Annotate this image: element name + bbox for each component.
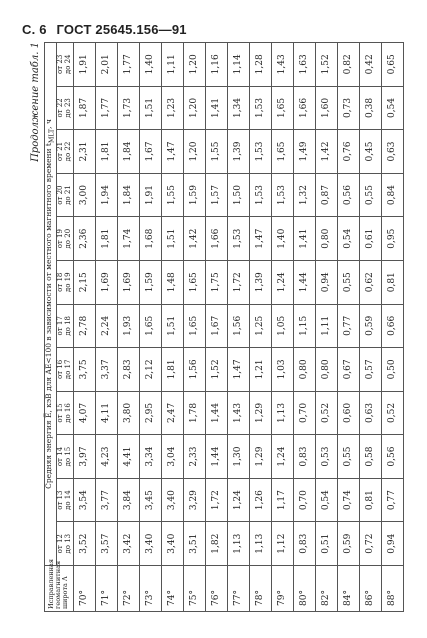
value-cell: 1,72 bbox=[205, 478, 227, 522]
value-cell: 1,29 bbox=[249, 391, 271, 435]
column-header-from: от 18 bbox=[56, 272, 65, 292]
value-cell: 0,45 bbox=[359, 130, 381, 174]
value-cell: 0,56 bbox=[337, 173, 359, 217]
column-header-to: до 14 bbox=[64, 490, 73, 510]
value-cell: 3,40 bbox=[161, 478, 183, 522]
column-header-from: от 15 bbox=[56, 403, 65, 423]
value-cell: 1,84 bbox=[117, 130, 139, 174]
column-header-from: от 17 bbox=[56, 316, 65, 336]
value-cell: 4,07 bbox=[73, 391, 95, 435]
value-cell: 1,65 bbox=[183, 304, 205, 348]
latitude-cell: 71° bbox=[95, 566, 117, 612]
value-cell: 1,13 bbox=[271, 391, 293, 435]
value-cell: 1,77 bbox=[117, 43, 139, 87]
value-cell: 0,53 bbox=[315, 435, 337, 479]
value-cell: 1,47 bbox=[161, 130, 183, 174]
column-header-to: до 18 bbox=[64, 315, 73, 336]
span-header-subscript: MLT bbox=[48, 128, 56, 144]
value-cell: 1,53 bbox=[249, 130, 271, 174]
corner-header: Исправленная геомагнитная широта Λ bbox=[45, 566, 74, 612]
span-header-unit: , ч bbox=[44, 119, 53, 129]
latitude-cell: 72° bbox=[117, 566, 139, 612]
value-cell: 1,47 bbox=[227, 348, 249, 392]
value-cell: 1,82 bbox=[205, 522, 227, 566]
value-cell: 1,51 bbox=[139, 86, 161, 130]
column-header-from: от 20 bbox=[56, 185, 65, 205]
value-cell: 0,58 bbox=[359, 435, 381, 479]
value-cell: 2,15 bbox=[73, 260, 95, 304]
value-cell: 3,80 bbox=[117, 391, 139, 435]
value-cell: 0,67 bbox=[337, 348, 359, 392]
value-cell: 3,40 bbox=[161, 522, 183, 566]
table-row bbox=[73, 43, 95, 612]
value-cell: 2,01 bbox=[95, 43, 117, 87]
value-cell: 1,30 bbox=[227, 435, 249, 479]
value-cell: 0,80 bbox=[315, 217, 337, 261]
value-cell: 0,62 bbox=[359, 260, 381, 304]
value-cell: 1,23 bbox=[161, 86, 183, 130]
value-cell: 1,75 bbox=[205, 260, 227, 304]
value-cell: 1,41 bbox=[293, 217, 315, 261]
energy-table bbox=[44, 42, 404, 612]
value-cell: 0,56 bbox=[381, 435, 403, 479]
latitude-cell: 77° bbox=[227, 566, 249, 612]
value-cell: 1,81 bbox=[95, 217, 117, 261]
table-row bbox=[183, 43, 205, 612]
column-header bbox=[57, 86, 73, 130]
value-cell: 0,63 bbox=[359, 391, 381, 435]
latitude-cell: 78° bbox=[249, 566, 271, 612]
value-cell: 0,77 bbox=[337, 304, 359, 348]
value-cell: 1,55 bbox=[161, 173, 183, 217]
standard-code: ГОСТ 25645.156—91 bbox=[56, 22, 187, 37]
value-cell: 0,55 bbox=[337, 435, 359, 479]
value-cell: 1,52 bbox=[205, 348, 227, 392]
value-cell: 1,53 bbox=[271, 173, 293, 217]
value-cell: 1,17 bbox=[271, 478, 293, 522]
value-cell: 1,20 bbox=[183, 130, 205, 174]
value-cell: 1,20 bbox=[183, 86, 205, 130]
latitude-cell: 82° bbox=[315, 566, 337, 612]
value-cell: 3,51 bbox=[183, 522, 205, 566]
column-header-row bbox=[57, 43, 73, 612]
value-cell: 1,59 bbox=[183, 173, 205, 217]
value-cell: 1,67 bbox=[139, 130, 161, 174]
value-cell: 0,81 bbox=[381, 260, 403, 304]
value-cell: 1,63 bbox=[293, 43, 315, 87]
value-cell: 1,74 bbox=[117, 217, 139, 261]
value-cell: 1,91 bbox=[73, 43, 95, 87]
value-cell: 1,68 bbox=[139, 217, 161, 261]
value-cell: 1,56 bbox=[183, 348, 205, 392]
column-header-from: от 14 bbox=[56, 446, 65, 467]
column-header-to: до 16 bbox=[64, 403, 73, 423]
value-cell: 0,57 bbox=[359, 348, 381, 392]
value-cell: 1,05 bbox=[271, 304, 293, 348]
value-cell: 0,52 bbox=[315, 391, 337, 435]
continuation-label: Продолжение табл. 1 bbox=[30, 42, 41, 162]
column-header bbox=[57, 43, 73, 87]
value-cell: 0,72 bbox=[359, 522, 381, 566]
value-cell: 2,33 bbox=[183, 435, 205, 479]
table-row bbox=[315, 43, 337, 612]
value-cell: 1,91 bbox=[139, 173, 161, 217]
value-cell: 1,34 bbox=[227, 86, 249, 130]
value-cell: 0,94 bbox=[381, 522, 403, 566]
value-cell: 3,40 bbox=[139, 522, 161, 566]
value-cell: 2,12 bbox=[139, 348, 161, 392]
value-cell: 1,24 bbox=[271, 435, 293, 479]
column-header-to: до 23 bbox=[64, 98, 73, 118]
value-cell: 3,57 bbox=[95, 522, 117, 566]
value-cell: 0,84 bbox=[381, 173, 403, 217]
value-cell: 1,13 bbox=[249, 522, 271, 566]
value-cell: 3,00 bbox=[73, 173, 95, 217]
value-cell: 0,83 bbox=[293, 435, 315, 479]
table-row bbox=[337, 43, 359, 612]
value-cell: 4,23 bbox=[95, 435, 117, 479]
value-cell: 1,20 bbox=[183, 43, 205, 87]
value-cell: 1,49 bbox=[293, 130, 315, 174]
column-header-to: до 20 bbox=[64, 228, 73, 249]
value-cell: 1,56 bbox=[227, 304, 249, 348]
value-cell: 1,43 bbox=[271, 43, 293, 87]
value-cell: 0,61 bbox=[359, 217, 381, 261]
value-cell: 3,84 bbox=[117, 478, 139, 522]
latitude-cell: 75° bbox=[183, 566, 205, 612]
value-cell: 1,65 bbox=[183, 260, 205, 304]
value-cell: 1,24 bbox=[227, 478, 249, 522]
table-row bbox=[205, 43, 227, 612]
value-cell: 1,67 bbox=[205, 304, 227, 348]
value-cell: 1,13 bbox=[227, 522, 249, 566]
column-header-to: до 19 bbox=[64, 272, 73, 293]
value-cell: 0,52 bbox=[381, 391, 403, 435]
value-cell: 2,78 bbox=[73, 304, 95, 348]
value-cell: 2,36 bbox=[73, 217, 95, 261]
table-row bbox=[117, 43, 139, 612]
column-header-from: от 13 bbox=[56, 490, 65, 510]
value-cell: 1,39 bbox=[227, 130, 249, 174]
value-cell: 1,44 bbox=[293, 260, 315, 304]
value-cell: 1,53 bbox=[227, 217, 249, 261]
table-row bbox=[161, 43, 183, 612]
value-cell: 0,65 bbox=[381, 43, 403, 87]
latitude-cell: 84° bbox=[337, 566, 359, 612]
table-container bbox=[30, 42, 410, 612]
value-cell: 1,84 bbox=[117, 173, 139, 217]
value-cell: 3,45 bbox=[139, 478, 161, 522]
latitude-cell: 86° bbox=[359, 566, 381, 612]
value-cell: 1,15 bbox=[293, 304, 315, 348]
value-cell: 1,81 bbox=[161, 348, 183, 392]
value-cell: 1,42 bbox=[183, 217, 205, 261]
value-cell: 1,40 bbox=[139, 43, 161, 87]
column-header bbox=[57, 391, 73, 435]
column-header bbox=[57, 304, 73, 348]
value-cell: 1,57 bbox=[205, 173, 227, 217]
value-cell: 1,41 bbox=[205, 86, 227, 130]
value-cell: 1,29 bbox=[249, 435, 271, 479]
column-header bbox=[57, 173, 73, 217]
value-cell: 4,11 bbox=[95, 391, 117, 435]
value-cell: 1,55 bbox=[205, 130, 227, 174]
value-cell: 0,95 bbox=[381, 217, 403, 261]
table-row bbox=[227, 43, 249, 612]
value-cell: 1,48 bbox=[161, 260, 183, 304]
column-header-to: до 15 bbox=[64, 446, 73, 467]
value-cell: 1,26 bbox=[249, 478, 271, 522]
value-cell: 0,60 bbox=[337, 391, 359, 435]
value-cell: 1,66 bbox=[205, 217, 227, 261]
column-header-from: от 22 bbox=[56, 98, 65, 118]
value-cell: 1,11 bbox=[315, 304, 337, 348]
table-row bbox=[139, 43, 161, 612]
value-cell: 1,28 bbox=[249, 43, 271, 87]
value-cell: 1,51 bbox=[161, 304, 183, 348]
table-row bbox=[271, 43, 293, 612]
value-cell: 1,11 bbox=[161, 43, 183, 87]
value-cell: 1,39 bbox=[249, 260, 271, 304]
column-header-to: до 13 bbox=[64, 533, 73, 554]
value-cell: 1,50 bbox=[227, 173, 249, 217]
column-header-from: от 16 bbox=[56, 359, 65, 380]
value-cell: 0,94 bbox=[315, 260, 337, 304]
column-header-from: от 21 bbox=[56, 141, 65, 162]
latitude-cell: 74° bbox=[161, 566, 183, 612]
value-cell: 0,83 bbox=[293, 522, 315, 566]
value-cell: 0,73 bbox=[337, 86, 359, 130]
value-cell: 1,72 bbox=[227, 260, 249, 304]
value-cell: 0,63 bbox=[381, 130, 403, 174]
value-cell: 1,24 bbox=[271, 260, 293, 304]
column-header-from: от 12 bbox=[56, 534, 65, 554]
value-cell: 1,42 bbox=[315, 130, 337, 174]
value-cell: 1,47 bbox=[249, 217, 271, 261]
column-header-to: до 22 bbox=[64, 141, 73, 162]
table-row bbox=[95, 43, 117, 612]
value-cell: 2,47 bbox=[161, 391, 183, 435]
table-row bbox=[293, 43, 315, 612]
table-row bbox=[359, 43, 381, 612]
value-cell: 3,97 bbox=[73, 435, 95, 479]
value-cell: 2,95 bbox=[139, 391, 161, 435]
value-cell: 1,93 bbox=[117, 304, 139, 348]
value-cell: 0,70 bbox=[293, 478, 315, 522]
value-cell: 0,59 bbox=[359, 304, 381, 348]
value-cell: 1,69 bbox=[117, 260, 139, 304]
column-header bbox=[57, 260, 73, 304]
value-cell: 0,50 bbox=[381, 348, 403, 392]
value-cell: 0,54 bbox=[337, 217, 359, 261]
value-cell: 1,32 bbox=[293, 173, 315, 217]
value-cell: 0,74 bbox=[337, 478, 359, 522]
value-cell: 1,44 bbox=[205, 435, 227, 479]
value-cell: 1,40 bbox=[271, 217, 293, 261]
value-cell: 1,94 bbox=[95, 173, 117, 217]
value-cell: 1,81 bbox=[95, 130, 117, 174]
page-header bbox=[22, 22, 187, 37]
column-header bbox=[57, 435, 73, 479]
column-header-to: до 21 bbox=[64, 185, 73, 205]
value-cell: 0,55 bbox=[337, 260, 359, 304]
column-header bbox=[57, 478, 73, 522]
value-cell: 0,51 bbox=[315, 522, 337, 566]
value-cell: 1,66 bbox=[293, 86, 315, 130]
value-cell: 1,59 bbox=[139, 260, 161, 304]
value-cell: 1,43 bbox=[227, 391, 249, 435]
value-cell: 0,87 bbox=[315, 173, 337, 217]
value-cell: 3,77 bbox=[95, 478, 117, 522]
column-header-from: от 23 bbox=[56, 54, 65, 74]
value-cell: 0,81 bbox=[359, 478, 381, 522]
latitude-cell: 80° bbox=[293, 566, 315, 612]
value-cell: 0,59 bbox=[337, 522, 359, 566]
value-cell: 2,24 bbox=[95, 304, 117, 348]
value-cell: 1,44 bbox=[205, 391, 227, 435]
value-cell: 1,77 bbox=[95, 86, 117, 130]
value-cell: 1,52 bbox=[315, 43, 337, 87]
value-cell: 2,83 bbox=[117, 348, 139, 392]
value-cell: 3,42 bbox=[117, 522, 139, 566]
header-row-span bbox=[45, 43, 57, 612]
value-cell: 4,41 bbox=[117, 435, 139, 479]
value-cell: 0,38 bbox=[359, 86, 381, 130]
column-header-to: до 17 bbox=[64, 359, 73, 380]
value-cell: 1,65 bbox=[271, 130, 293, 174]
table-row bbox=[381, 43, 403, 612]
column-header-from: от 19 bbox=[56, 229, 65, 249]
value-cell: 0,54 bbox=[381, 86, 403, 130]
value-cell: 3,37 bbox=[95, 348, 117, 392]
column-header bbox=[57, 130, 73, 174]
value-cell: 0,54 bbox=[315, 478, 337, 522]
value-cell: 1,87 bbox=[73, 86, 95, 130]
column-header bbox=[57, 348, 73, 392]
latitude-cell: 79° bbox=[271, 566, 293, 612]
value-cell: 0,70 bbox=[293, 391, 315, 435]
value-cell: 1,60 bbox=[315, 86, 337, 130]
value-cell: 1,25 bbox=[249, 304, 271, 348]
latitude-cell: 73° bbox=[139, 566, 161, 612]
column-header bbox=[57, 522, 73, 566]
value-cell: 0,66 bbox=[381, 304, 403, 348]
latitude-cell: 70° bbox=[73, 566, 95, 612]
value-cell: 1,21 bbox=[249, 348, 271, 392]
value-cell: 1,14 bbox=[227, 43, 249, 87]
span-header bbox=[45, 43, 57, 566]
column-header bbox=[57, 217, 73, 261]
value-cell: 0,80 bbox=[293, 348, 315, 392]
page-number: С. 6 bbox=[22, 22, 47, 37]
value-cell: 0,42 bbox=[359, 43, 381, 87]
value-cell: 0,55 bbox=[359, 173, 381, 217]
value-cell: 1,65 bbox=[271, 86, 293, 130]
column-header-to: до 24 bbox=[64, 54, 73, 75]
value-cell: 0,77 bbox=[381, 478, 403, 522]
value-cell: 1,78 bbox=[183, 391, 205, 435]
value-cell: 3,04 bbox=[161, 435, 183, 479]
value-cell: 1,53 bbox=[249, 173, 271, 217]
value-cell: 0,82 bbox=[337, 43, 359, 87]
table-body bbox=[73, 43, 403, 612]
value-cell: 0,76 bbox=[337, 130, 359, 174]
value-cell: 1,65 bbox=[139, 304, 161, 348]
value-cell: 1,16 bbox=[205, 43, 227, 87]
value-cell: 1,53 bbox=[249, 86, 271, 130]
table-row bbox=[249, 43, 271, 612]
value-cell: 0,80 bbox=[315, 348, 337, 392]
value-cell: 2,31 bbox=[73, 130, 95, 174]
value-cell: 1,73 bbox=[117, 86, 139, 130]
value-cell: 3,34 bbox=[139, 435, 161, 479]
latitude-cell: 88° bbox=[381, 566, 403, 612]
value-cell: 1,12 bbox=[271, 522, 293, 566]
span-header-text: Средняя энергия E̅, кэВ для AE<100 в зависимости от местного магнитного времени t bbox=[44, 143, 53, 489]
value-cell: 3,29 bbox=[183, 478, 205, 522]
value-cell: 3,75 bbox=[73, 348, 95, 392]
value-cell: 3,52 bbox=[73, 522, 95, 566]
latitude-cell: 76° bbox=[205, 566, 227, 612]
value-cell: 3,54 bbox=[73, 478, 95, 522]
value-cell: 1,03 bbox=[271, 348, 293, 392]
value-cell: 1,69 bbox=[95, 260, 117, 304]
value-cell: 1,51 bbox=[161, 217, 183, 261]
